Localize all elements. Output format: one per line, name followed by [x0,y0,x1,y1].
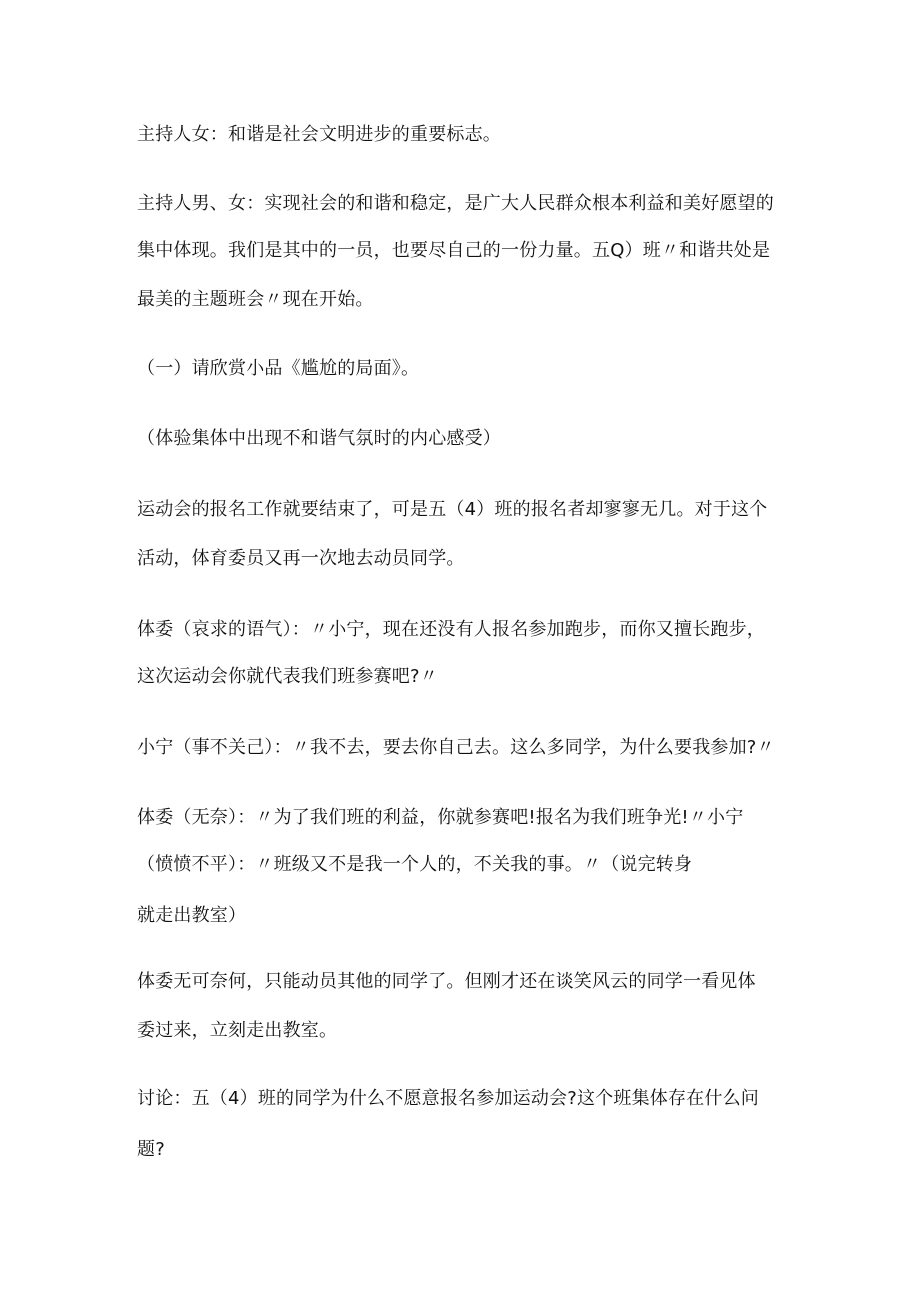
text-line: 体委（无奈）：〃为了我们班的利益，你就参赛吧!报名为我们班争光!〃小宁 [137,807,744,828]
text-line: （体验集体中出现不和谐气氛时的内心感受） [137,428,501,449]
text-line: （愤愤不平）：〃班级又不是我一个人的，不关我的事。〃（说完转身 [137,854,693,875]
text-line: 就走出教室） [137,905,247,926]
text-line: 主持人男、女：实现社会的和谐和稳定，是广大人民群众根本利益和美好愿望的 [137,193,774,214]
text-line: 集中体现。我们是其中的一员，也要尽自己的一份力量。五Q）班〃和谐共处是 [137,240,771,261]
text-line: 最美的主题班会〃现在开始。 [137,289,374,310]
text-line: 委过来，立刻走出教室。 [137,1020,338,1041]
text-line: 讨论：五（4）班的同学为什么不愿意报名参加运动会?这个班集体存在什么问 [137,1088,760,1109]
text-line: 题? [137,1139,165,1160]
text-line: 体委无可奈何，只能动员其他的同学了。但刚才还在谈笑风云的同学一看见体 [137,971,756,992]
text-line: （一）请欣赏小品《尴尬的局面》。 [137,358,420,379]
text-line: 运动会的报名工作就要结束了，可是五（4）班的报名者却寥寥无几。对于这个 [137,499,768,520]
text-line: 体委（哀求的语气）：〃小宁，现在还没有人报名参加跑步，而你又擅长跑步， [137,619,765,640]
text-line: 这次运动会你就代表我们班参赛吧?〃 [137,666,438,687]
text-line: 主持人女：和谐是社会文明进步的重要标志。 [137,124,501,145]
text-line: 小宁（事不关己）：〃我不去，要去你自己去。这么多同学，为什么要我参加?〃 [137,737,775,758]
text-line: 活动，体育委员又再一次地去动员同学。 [137,548,465,569]
